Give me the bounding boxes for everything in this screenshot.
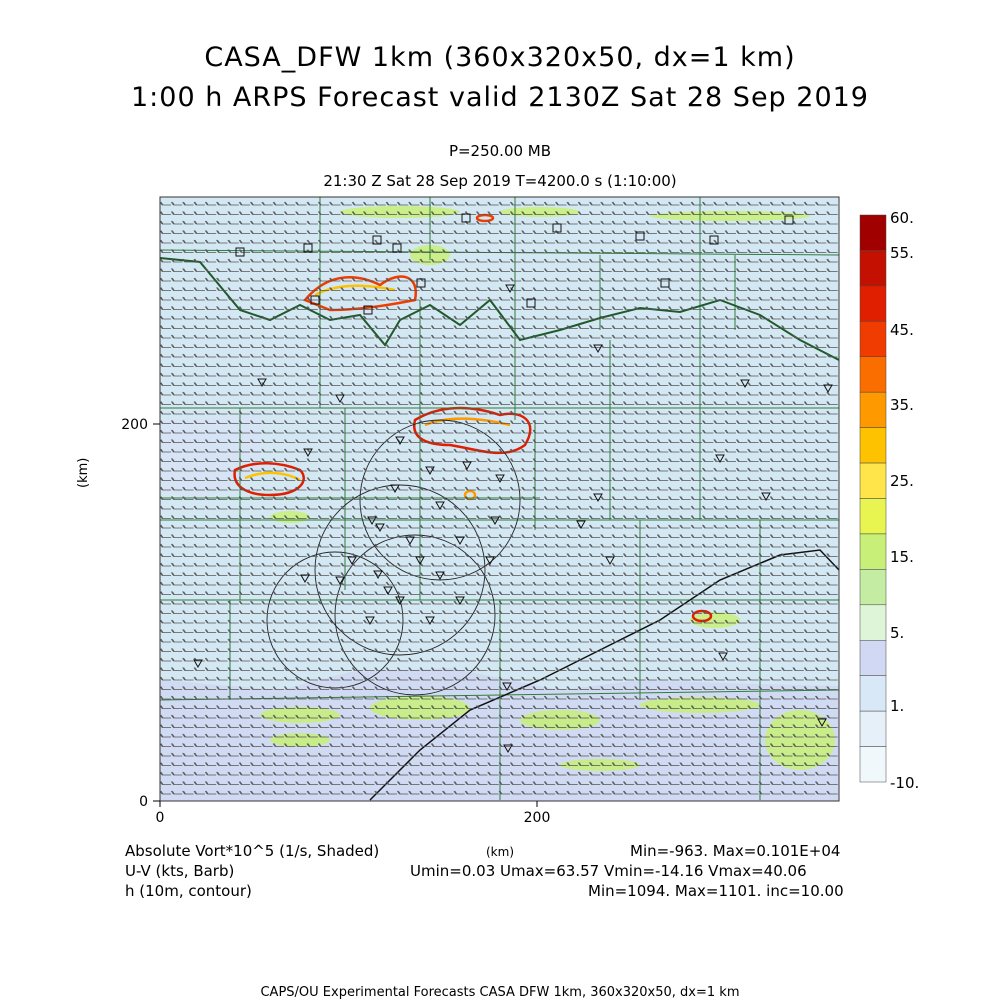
colorbar	[860, 209, 919, 792]
colorbar-label: -10.	[890, 774, 920, 792]
colorbar-label: 5.	[890, 624, 905, 642]
colorbar-segment	[860, 534, 886, 569]
colorbar-segment	[860, 463, 886, 498]
colorbar-segment	[860, 676, 886, 711]
colorbar-label: 25.	[890, 472, 914, 490]
colorbar-label: 45.	[890, 321, 914, 339]
colorbar-label: 35.	[890, 396, 914, 414]
colorbar-segment	[860, 250, 886, 285]
shaded-field-label: Absolute Vort*10^5 (1/s, Shaded)	[125, 842, 380, 860]
colorbar-segment	[860, 215, 886, 250]
chart-subtitle: 1:00 h ARPS Forecast valid 2130Z Sat 28 Sep 2019	[131, 82, 869, 113]
credit-line: CAPS/OU Experimental Forecasts CASA DFW 1km, 360x320x50, dx=1 km	[260, 985, 740, 1000]
colorbar-segment	[860, 392, 886, 427]
y-axis-label: (km)	[76, 457, 91, 488]
barb-field-label: U-V (kts, Barb)	[125, 862, 235, 880]
colorbar-label: 1.	[890, 697, 905, 715]
colorbar-label: 60.	[890, 209, 914, 227]
colorbar-label: 15.	[890, 548, 914, 566]
contour-stats: Min=1094. Max=1101. inc=10.00	[588, 882, 844, 900]
colorbar-segment	[860, 747, 886, 782]
colorbar-segment	[860, 499, 886, 534]
valid-time-label: 21:30 Z Sat 28 Sep 2019 T=4200.0 s (1:10:00)	[323, 172, 677, 190]
chart-title: CASA_DFW 1km (360x320x50, dx=1 km)	[204, 42, 796, 73]
colorbar-segment	[860, 711, 886, 746]
colorbar-segment	[860, 569, 886, 604]
x-tick-0: 0	[155, 810, 165, 826]
colorbar-segment	[860, 605, 886, 640]
colorbar-segment	[860, 428, 886, 463]
shaded-field-stats: Min=-963. Max=0.101E+04	[630, 842, 841, 860]
y-tick-0: 0	[139, 794, 148, 810]
colorbar-segment	[860, 357, 886, 392]
colorbar-segment	[860, 321, 886, 356]
colorbar-segment	[860, 640, 886, 675]
x-axis-label: (km)	[486, 845, 515, 859]
x-tick-200: 200	[523, 810, 551, 826]
colorbar-segment	[860, 286, 886, 321]
wind-stats: Umin=0.03 Umax=63.57 Vmin=-14.16 Vmax=40.06	[410, 862, 807, 880]
colorbar-label: 55.	[890, 244, 914, 262]
pressure-level-label: P=250.00 MB	[448, 142, 552, 160]
contour-field-label: h (10m, contour)	[125, 882, 252, 900]
y-tick-200: 200	[121, 417, 148, 433]
